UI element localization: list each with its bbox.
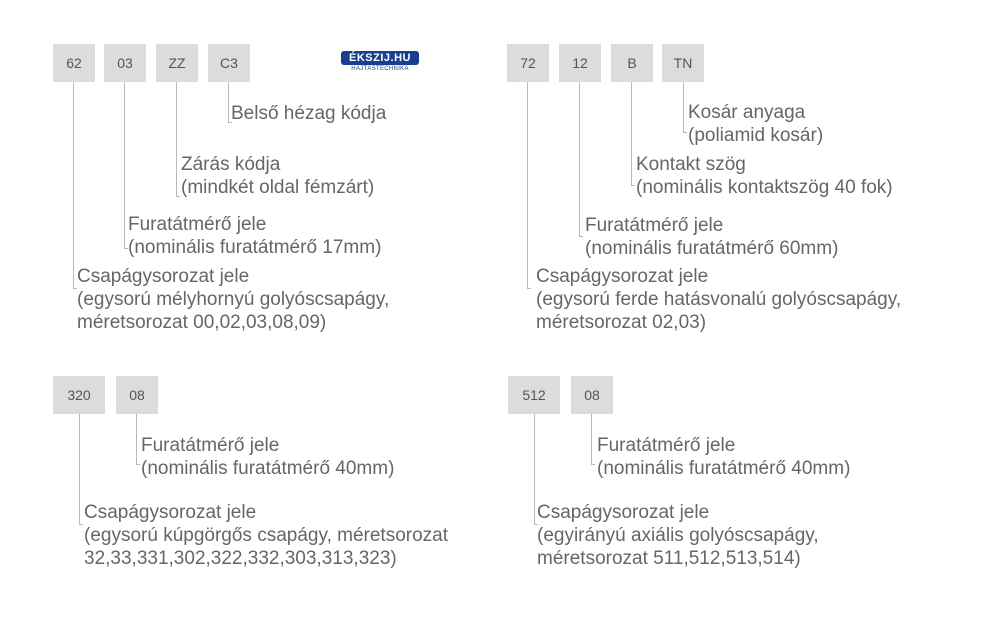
label-cage-material: Kosár anyaga (poliamid kosár) <box>688 102 824 146</box>
connector-line <box>591 464 595 465</box>
label-series-code: Csapágysorozat jele (egysorú mélyhornyú golyóscsapágy, méretsorozat 00,02,03,08,09) <box>77 266 390 333</box>
code-box-12: 12 <box>559 44 601 82</box>
logo-sub-text: HAJTÁSTECHNIKA <box>351 66 409 72</box>
label-series-code: Csapágysorozat jele (egysorú kúpgörgős csapágy, méretsorozat 32,33,331,302,322,332,303,313,323) <box>84 502 448 569</box>
code-box-c3: C3 <box>208 44 250 82</box>
code-box-72: 72 <box>507 44 549 82</box>
code-box-tn: TN <box>662 44 704 82</box>
code-box-zz: ZZ <box>156 44 198 82</box>
label-series-code: Csapágysorozat jele (egyirányú axiális golyóscsapágy, méretsorozat 511,512,513,514) <box>537 502 819 569</box>
connector-line <box>591 414 592 464</box>
code-box-320: 320 <box>53 376 105 414</box>
code-box-b: B <box>611 44 653 82</box>
code-box-08: 08 <box>116 376 158 414</box>
label-seal-code: Zárás kódja (mindkét oldal fémzárt) <box>181 154 375 198</box>
label-series-code: Csapágysorozat jele (egysorú ferde hatásvonalú golyóscsapágy, méretsorozat 02,03) <box>536 266 902 333</box>
label-contact-angle: Kontakt szög (nominális kontaktszög 40 fok) <box>636 154 893 198</box>
code-box-03: 03 <box>104 44 146 82</box>
code-box-08: 08 <box>571 376 613 414</box>
label-inner-clearance: Belső hézag kódja <box>231 103 387 124</box>
code-box-512: 512 <box>508 376 560 414</box>
label-bore-code: Furatátmérő jele (nominális furatátmérő 40mm) <box>597 435 851 479</box>
logo-main-text: ÉKSZIJ.HU <box>341 51 419 65</box>
label-bore-code: Furatátmérő jele (nominális furatátmérő 17mm) <box>128 214 382 258</box>
connector-line <box>534 414 535 524</box>
label-bore-code: Furatátmérő jele (nominális furatátmérő 40mm) <box>141 435 395 479</box>
code-box-62: 62 <box>53 44 95 82</box>
label-bore-code: Furatátmérő jele (nominális furatátmérő 60mm) <box>585 215 839 259</box>
